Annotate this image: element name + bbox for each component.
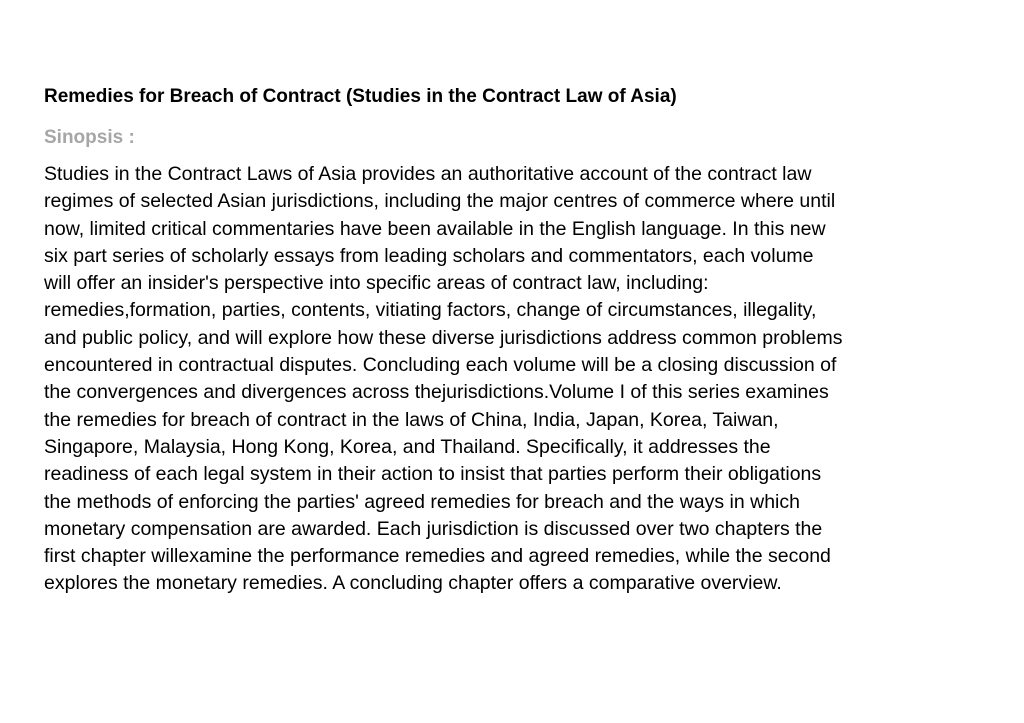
synopsis-line: readiness of each legal system in their action to insist that parties perform their obligations — [44, 463, 822, 486]
synopsis-line: the methods of enforcing the parties' agreed remedies for breach and the ways in which — [44, 490, 800, 513]
synopsis-line: the convergences and divergences across thejurisdictions.Volume I of this series examines — [44, 381, 829, 404]
synopsis-line: now, limited critical commentaries have been available in the English language. In this new — [44, 217, 826, 240]
synopsis-line: regimes of selected Asian jurisdictions, including the major centres of commerce where until — [44, 190, 836, 213]
synopsis-line: will offer an insider's perspective into specific areas of contract law, including: — [44, 272, 709, 295]
synopsis-line: encountered in contractual disputes. Concluding each volume will be a closing discussion of — [44, 354, 837, 377]
synopsis-line: six part series of scholarly essays from leading scholars and commentators, each volume — [44, 244, 814, 267]
synopsis-line: Singapore, Malaysia, Hong Kong, Korea, and Thailand. Specifically, it addresses the — [44, 435, 771, 458]
synopsis-line: Studies in the Contract Laws of Asia provides an authoritative account of the contract law — [44, 163, 812, 185]
synopsis-line: and public policy, and will explore how these diverse jurisdictions address common problems — [44, 326, 843, 349]
synopsis-text — [44, 161, 984, 598]
synopsis-line: remedies,formation, parties, contents, vitiating factors, change of circumstances, illegality, — [44, 299, 817, 322]
synopsis-line: explores the monetary remedies. A concluding chapter offers a comparative overview. — [44, 572, 782, 595]
synopsis-line: first chapter willexamine the performance remedies and agreed remedies, while the second — [44, 545, 831, 568]
synopsis-line: monetary compensation are awarded. Each jurisdiction is discussed over two chapters the — [44, 517, 823, 540]
synopsis-label: Sinopsis : — [44, 127, 135, 148]
document-title: Remedies for Breach of Contract (Studies in the Contract Law of Asia) — [44, 86, 677, 107]
document-page — [44, 84, 984, 598]
synopsis-line: the remedies for breach of contract in the laws of China, India, Japan, Korea, Taiwan, — [44, 408, 779, 431]
